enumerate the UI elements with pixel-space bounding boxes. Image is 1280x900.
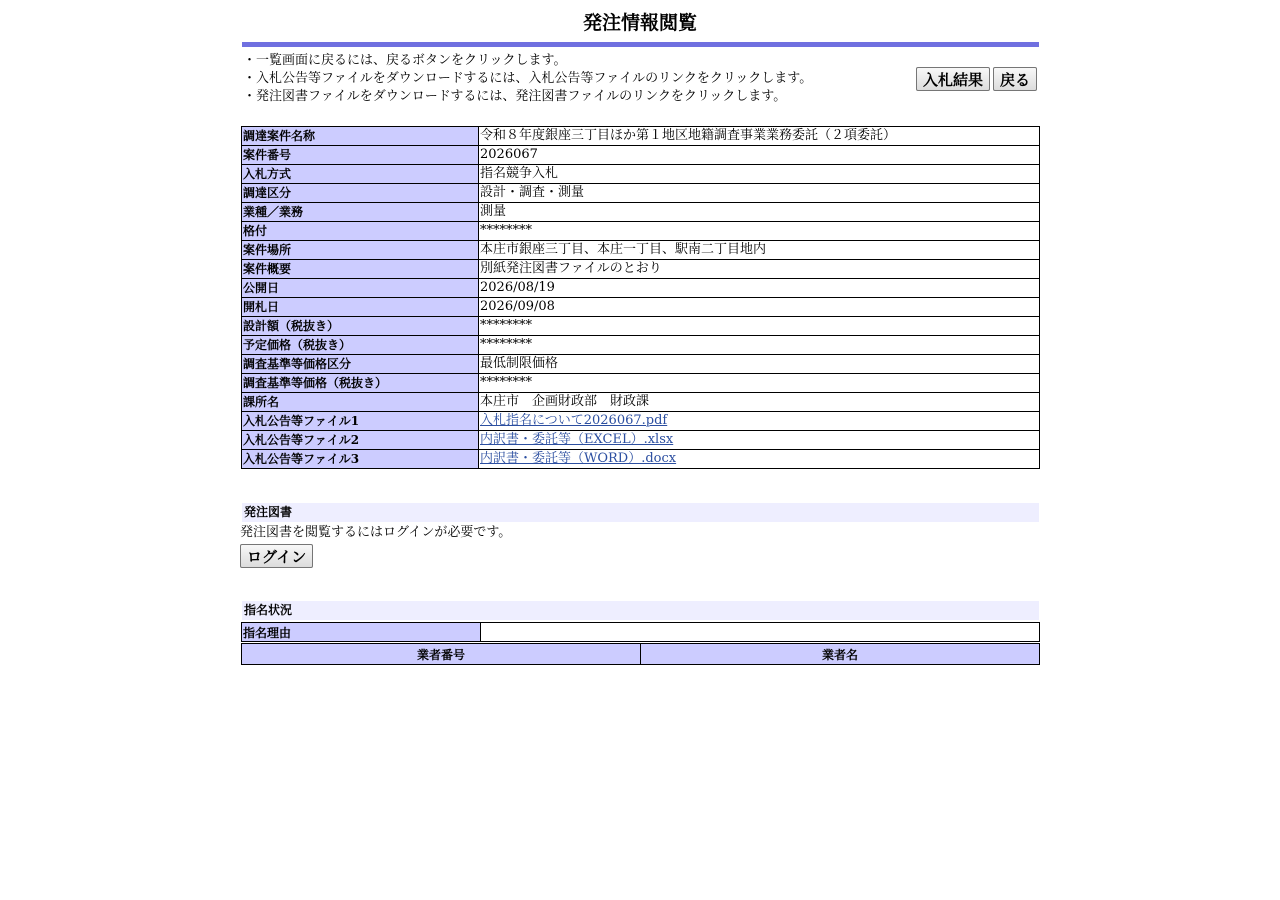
- row-label: 業種／業務: [242, 203, 479, 222]
- table-row: [242, 298, 1040, 317]
- table-row: [242, 222, 1040, 241]
- page-container: [241, 0, 1039, 665]
- table-row: [242, 279, 1040, 298]
- table-row: [242, 241, 1040, 260]
- row-label: 調達案件名称: [242, 127, 479, 146]
- row-label: 入札公告等ファイル2: [242, 431, 479, 450]
- table-row: [242, 336, 1040, 355]
- table-row: [242, 127, 1040, 146]
- drawings-section-header: 発注図書: [242, 503, 1039, 522]
- row-value: 測量: [479, 203, 1040, 222]
- project-info-table: [241, 126, 1040, 469]
- row-label: 課所名: [242, 393, 479, 412]
- back-button[interactable]: 戻る: [993, 67, 1037, 91]
- row-value: [479, 412, 1040, 431]
- row-value: ********: [479, 374, 1040, 393]
- row-value: 2026067: [479, 146, 1040, 165]
- table-row: [242, 317, 1040, 336]
- table-row: [242, 431, 1040, 450]
- row-value: [479, 450, 1040, 469]
- row-label: 調査基準等価格区分: [242, 355, 479, 374]
- nomination-section-header: 指名状況: [242, 601, 1039, 620]
- row-label: 調査基準等価格（税抜き）: [242, 374, 479, 393]
- row-label: 入札方式: [242, 165, 479, 184]
- row-label: 案件番号: [242, 146, 479, 165]
- table-row: [242, 623, 1040, 642]
- table-row: [242, 260, 1040, 279]
- note-bid-files: ・入札公告等ファイルをダウンロードするには、入札公告等ファイルのリンクをクリックします。: [243, 71, 813, 86]
- row-label: 入札公告等ファイル3: [242, 450, 479, 469]
- column-header-vendor-number: 業者番号: [242, 644, 641, 665]
- vendor-table: [241, 643, 1040, 665]
- column-header-vendor-name: 業者名: [641, 644, 1040, 665]
- row-value: 本庄市銀座三丁目、本庄一丁目、駅南二丁目地内: [479, 241, 1040, 260]
- table-row: [242, 184, 1040, 203]
- row-label: 入札公告等ファイル1: [242, 412, 479, 431]
- row-value: ********: [479, 336, 1040, 355]
- row-value: 設計・調査・測量: [479, 184, 1040, 203]
- row-value: 別紙発注図書ファイルのとおり: [479, 260, 1040, 279]
- bid-file-1-link[interactable]: 入札指名について2026067.pdf: [480, 413, 668, 428]
- bid-file-3-link[interactable]: 内訳書・委託等（WORD）.docx: [480, 451, 677, 466]
- spacer: [241, 568, 1039, 601]
- row-label: 予定価格（税抜き）: [242, 336, 479, 355]
- page-title: 発注情報閲覧: [582, 12, 697, 34]
- row-label: 開札日: [242, 298, 479, 317]
- row-value: ********: [479, 317, 1040, 336]
- login-button[interactable]: ログイン: [240, 544, 313, 568]
- table-row: [242, 355, 1040, 374]
- row-label: 公開日: [242, 279, 479, 298]
- instruction-notes: [243, 52, 812, 106]
- login-required-message: 発注図書を閲覧するにはログインが必要です。: [240, 525, 512, 540]
- row-value: ********: [479, 222, 1040, 241]
- row-value: 2026/09/08: [479, 298, 1040, 317]
- nomination-reason-label: 指名理由: [242, 623, 481, 642]
- nomination-reason-value: [481, 623, 1040, 642]
- row-label: 格付: [242, 222, 479, 241]
- spacer: [241, 469, 1039, 503]
- top-button-group: [916, 67, 1037, 91]
- instructions-area: [241, 47, 1039, 126]
- row-value: 本庄市 企画財政部 財政課: [479, 393, 1040, 412]
- note-drawing-files: ・発注図書ファイルをダウンロードするには、発注図書ファイルのリンクをクリックします。: [243, 89, 787, 104]
- table-row: [242, 146, 1040, 165]
- row-value: 最低制限価格: [479, 355, 1040, 374]
- table-row: [242, 393, 1040, 412]
- note-back: ・一覧画面に戻るには、戻るボタンをクリックします。: [243, 53, 567, 68]
- row-value: [479, 431, 1040, 450]
- table-row: [242, 165, 1040, 184]
- table-row: [242, 203, 1040, 222]
- row-value: 指名競争入札: [479, 165, 1040, 184]
- row-value: 2026/08/19: [479, 279, 1040, 298]
- table-row: [242, 412, 1040, 431]
- row-value: 令和８年度銀座三丁目ほか第１地区地籍調査事業業務委託（２項委託）: [479, 127, 1040, 146]
- nomination-reason-table: [241, 622, 1040, 642]
- table-row: [242, 450, 1040, 469]
- bid-result-button[interactable]: 入札結果: [916, 67, 990, 91]
- row-label: 案件場所: [242, 241, 479, 260]
- row-label: 調達区分: [242, 184, 479, 203]
- bid-file-2-link[interactable]: 内訳書・委託等（EXCEL）.xlsx: [480, 432, 674, 447]
- table-row: [242, 374, 1040, 393]
- row-label: 案件概要: [242, 260, 479, 279]
- row-label: 設計額（税抜き）: [242, 317, 479, 336]
- table-header-row: [242, 644, 1040, 665]
